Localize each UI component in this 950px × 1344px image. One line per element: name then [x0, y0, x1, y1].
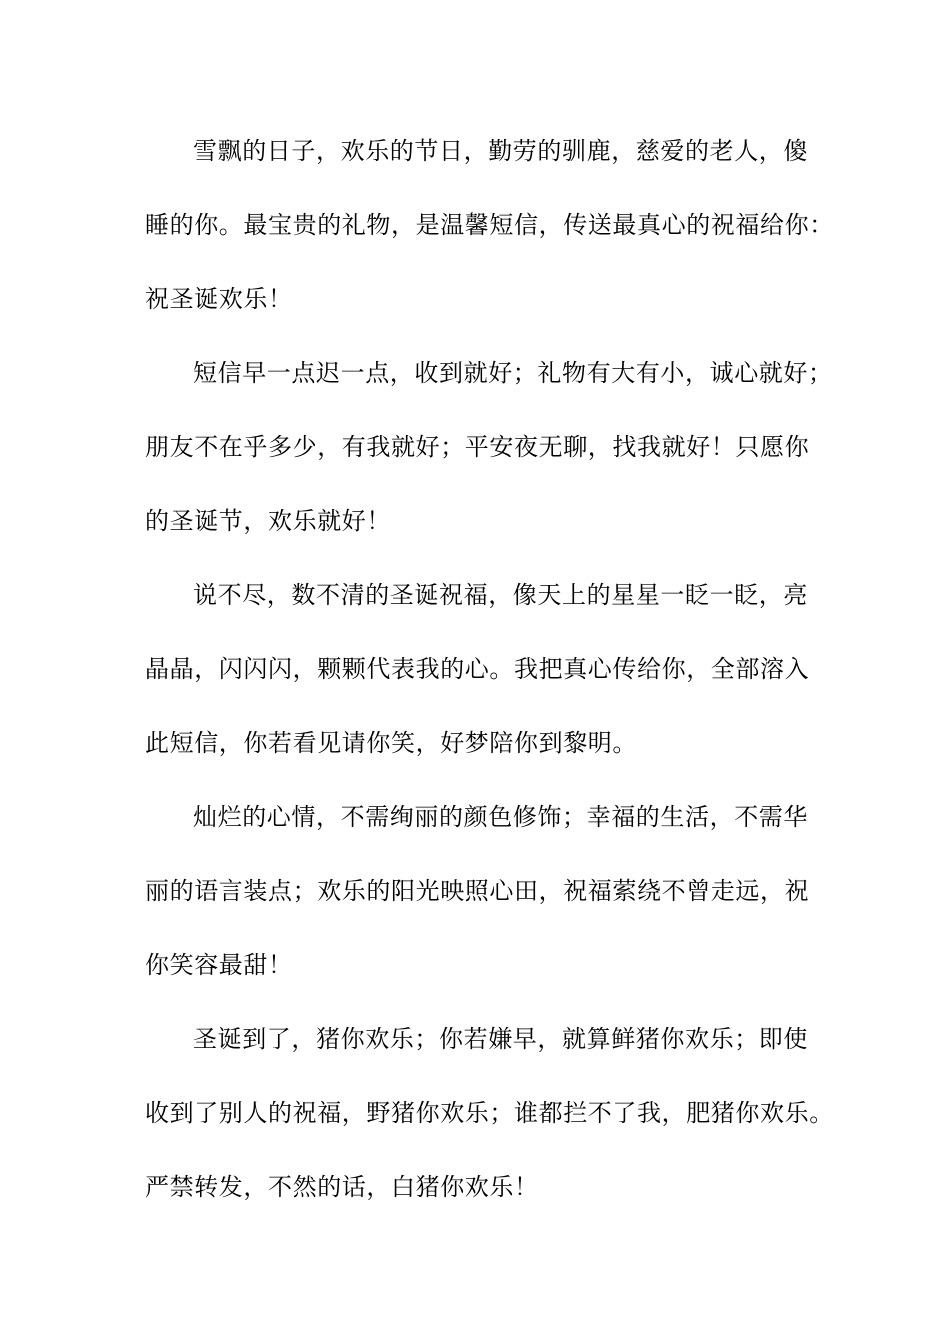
paragraph-line: 此短信，你若看见请你笑，好梦陪你到黎明。 — [145, 729, 637, 757]
paragraph-5 — [145, 1017, 834, 1239]
paragraph-1 — [145, 129, 834, 351]
paragraph-line: 灿烂的心情，不需绚丽的颜色修饰；幸福的生活，不需华 — [193, 803, 808, 831]
paragraph-line: 丽的语言装点；欢乐的阳光映照心田，祝福萦绕不曾走远，祝 — [145, 877, 810, 905]
paragraph-line: 睡的你。最宝贵的礼物，是温馨短信，传送最真心的祝福给你： — [145, 211, 834, 239]
paragraph-3 — [145, 573, 823, 795]
paragraph-line: 祝圣诞欢乐！ — [145, 285, 293, 313]
document-body — [145, 129, 834, 1239]
paragraph-line: 收到了别人的祝福，野猪你欢乐；谁都拦不了我，肥猪你欢乐。 — [145, 1099, 834, 1127]
paragraph-4 — [145, 795, 823, 1017]
paragraph-line: 的圣诞节，欢乐就好！ — [145, 507, 391, 535]
paragraph-line: 晶晶，闪闪闪，颗颗代表我的心。我把真心传给你，全部溶入 — [145, 655, 810, 683]
paragraph-line: 圣诞到了，猪你欢乐；你若嫌早，就算鲜猪你欢乐；即使 — [193, 1025, 808, 1053]
paragraph-line: 你笑容最甜！ — [145, 951, 293, 979]
paragraph-line: 朋友不在乎多少，有我就好；平安夜无聊，找我就好！只愿你 — [145, 433, 810, 461]
paragraph-line: 说不尽，数不清的圣诞祝福，像天上的星星一眨一眨，亮 — [193, 581, 808, 609]
paragraph-line: 短信早一点迟一点，收到就好；礼物有大有小，诚心就好； — [193, 359, 833, 387]
paragraph-2 — [145, 351, 833, 573]
paragraph-line: 雪飘的日子，欢乐的节日，勤劳的驯鹿，慈爱的老人，傻 — [193, 137, 808, 165]
paragraph-line: 严禁转发，不然的话，白猪你欢乐！ — [145, 1173, 539, 1201]
